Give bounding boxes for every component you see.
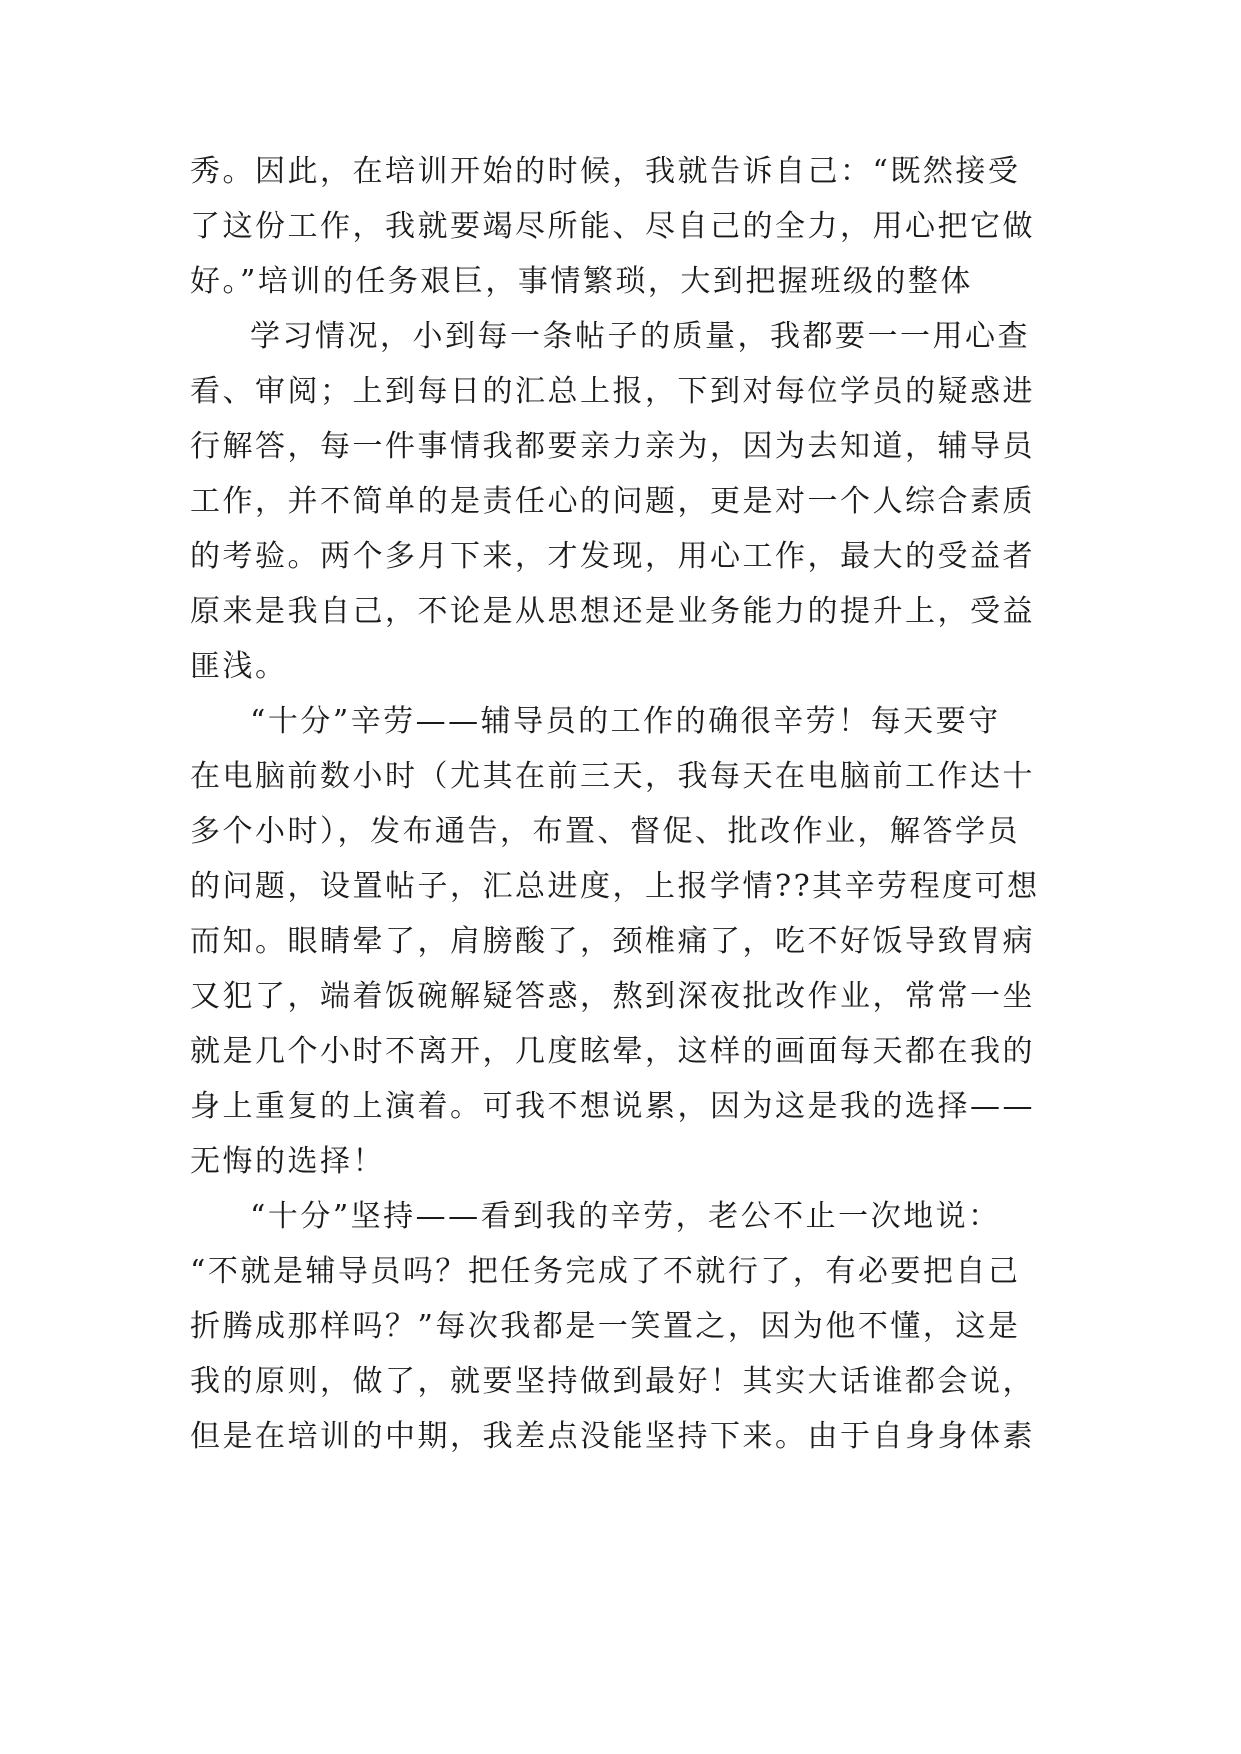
text-line: 而知。眼睛晕了，肩膀酸了，颈椎痛了，吃不好饭导致胃病 [190, 924, 1035, 959]
text-line: 无悔的选择！ [190, 1144, 385, 1179]
text-line: 我的原则，做了，就要坚持做到最好！其实大话谁都会说， [190, 1364, 1035, 1399]
paragraph-first-line: 学习情况，小到每一条帖子的质量，我都要一一用心查 [250, 319, 1030, 354]
text-line: 但是在培训的中期，我差点没能坚持下来。由于自身身体素 [190, 1419, 1035, 1454]
text-line: 的考验。两个多月下来，才发现，用心工作，最大的受益者 [190, 539, 1035, 574]
text-line: “不就是辅导员吗？把任务完成了不就行了，有必要把自己 [190, 1254, 1021, 1289]
text-line: 折腾成那样吗？”每次我都是一笑置之，因为他不懂，这是 [190, 1309, 1021, 1344]
text-line: 又犯了，端着饭碗解疑答惑，熬到深夜批改作业，常常一坐 [190, 979, 1035, 1014]
text-line: 工作，并不简单的是责任心的问题，更是对一个人综合素质 [190, 484, 1035, 519]
text-line: 了这份工作，我就要竭尽所能、尽自己的全力，用心把它做 [190, 209, 1035, 244]
text-line: 的问题，设置帖子，汇总进度，上报学情??其辛劳程度可想 [190, 869, 1040, 904]
paragraph-first-line: “十分”坚持——看到我的辛劳，老公不止一次地说： [250, 1199, 1001, 1234]
text-line: 在电脑前数小时（尤其在前三天，我每天在电脑前工作达十 [190, 759, 1035, 794]
text-line: 看、审阅；上到每日的汇总上报，下到对每位学员的疑惑进 [190, 374, 1035, 409]
text-line: 行解答，每一件事情我都要亲力亲为，因为去知道，辅导员 [190, 429, 1035, 464]
text-line: 好。”培训的任务艰巨，事情繁琐，大到把握班级的整体 [190, 264, 973, 299]
text-line: 秀。因此，在培训开始的时候，我就告诉自己：“既然接受 [190, 154, 1021, 189]
text-line: 匪浅。 [190, 649, 288, 684]
text-line: 多个小时），发布通告，布置、督促、批改作业，解答学员 [190, 814, 1020, 849]
text-line: 原来是我自己，不论是从思想还是业务能力的提升上，受益 [190, 594, 1035, 629]
text-line: 就是几个小时不离开，几度眩晕，这样的画面每天都在我的 [190, 1034, 1035, 1069]
text-line: 身上重复的上演着。可我不想说累，因为这是我的选择—— [190, 1089, 1035, 1124]
paragraph-first-line: “十分”辛劳——辅导员的工作的确很辛劳！每天要守 [250, 704, 1001, 739]
